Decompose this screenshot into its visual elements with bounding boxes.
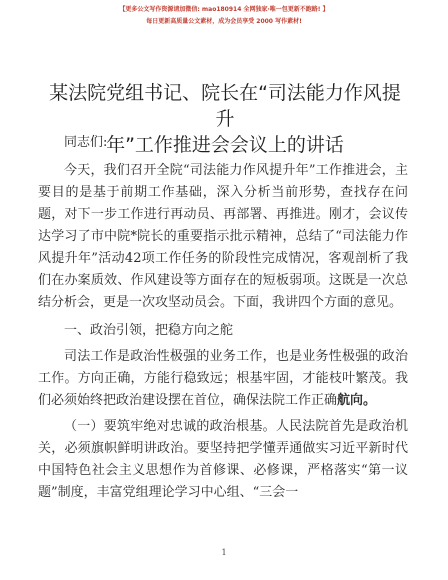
paragraph-political-text: 司法工作是政治性极强的业务工作，也是业务性极强的政治工作。方向正确，方能行稳致远；根基牢固，才能枝叶繁茂。我们必须始终把政治建设摆在首位，确保法院工作正确 (38, 349, 408, 408)
promo-banner-line2: 每日更新高质量公文素材，成为会员享受 2000 写作素材! (146, 18, 302, 25)
title-line2: 年”工作推进会会议上的讲话 (106, 134, 344, 156)
promo-banner (0, 4, 448, 28)
salutation: 同志们: (64, 135, 108, 150)
paragraph-political (38, 346, 408, 412)
section-heading-1: 一、政治引领，把稳方向之舵 (64, 323, 234, 338)
title-line1: 某法院党组书记、院长在“司法能力作风提升 (49, 82, 401, 130)
page-number: 1 (221, 548, 227, 557)
document-body (38, 132, 408, 504)
paragraph-political-bold: 航向。 (337, 393, 377, 408)
paragraph-loyalty: （一）要筑牢绝对忠诚的政治根基。人民法院首先是政治机关，必须旗帜鲜明讲政治。要坚持把学懂弄通做实习近平新时代中国特色社会主义思想作为首修课、必修课，严格落实“第一议题”制度，丰富党组理论学习中心组、“三会一 (38, 419, 408, 500)
paragraph-intro: 今天，我们召开全院“司法能力作风提升年”工作推进会，主要目的是基于前期工作基础，深入分析当前形势，查找存在问题，对下一步工作进行再动员、再部署、再推进。刚才，会议传达学习了市中院*院长的重要指示批示精神，总结了“司法能力作风提升年”活动42项工作任务的阶段性完成情况，客观剖析了我们在办案质效、作风建设等方面存在的短板弱项。这既是一次总结分析会，更是一次攻坚动员会。下面，我讲四个方面的意见。 (38, 163, 408, 310)
promo-banner-line1: 【更多公文写作资源请加微信: mao180914 全网独家·唯一包更新不跑路! 】 (119, 6, 329, 13)
